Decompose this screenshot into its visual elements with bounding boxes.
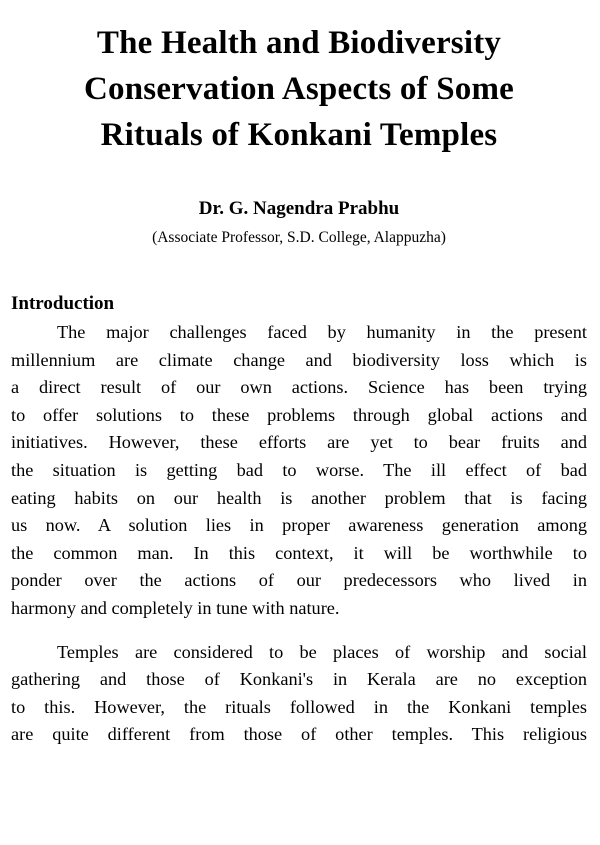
- paragraph-intro-1: [11, 319, 587, 623]
- text-line: gathering and those of Konkani's in Kerala are no exception: [11, 669, 587, 690]
- section-heading: Introduction: [11, 293, 115, 314]
- text-line: a direct result of our own actions. Science has been trying: [11, 377, 587, 398]
- title-line: Conservation Aspects of Some: [84, 71, 514, 107]
- paper-title: [11, 20, 587, 158]
- text-line: are quite different from those of other temples. This religious: [11, 724, 587, 745]
- text-line: to offer solutions to these problems through global actions and: [11, 404, 587, 425]
- text-line: The major challenges faced by humanity in the present: [57, 322, 587, 342]
- text-line: ponder over the actions of our predecessors who lived in: [11, 570, 587, 591]
- text-line: the common man. In this context, it will be worthwhile to: [11, 542, 587, 563]
- text-line: to this. However, the rituals followed in the Konkani temples: [11, 696, 587, 717]
- author-affiliation: (Associate Professor, S.D. College, Alappuzha): [152, 229, 446, 246]
- text-line: initiatives. However, these efforts are yet to bear fruits and: [11, 432, 587, 453]
- text-line: Temples are considered to be places of worship and social: [57, 641, 587, 662]
- title-line: The Health and Biodiversity: [96, 25, 502, 61]
- title-line: Rituals of Konkani Temples: [100, 117, 498, 153]
- paragraph-intro-2: [11, 639, 587, 749]
- text-line: harmony and completely in tune with nature.: [11, 597, 340, 618]
- text-line: us now. A solution lies in proper awareness generation among: [11, 515, 587, 536]
- text-line: millennium are climate change and biodiversity loss which is: [11, 349, 587, 370]
- text-line: the situation is getting bad to worse. The ill effect of bad: [11, 459, 587, 480]
- text-line: eating habits on our health is another problem that is facing: [11, 487, 587, 508]
- author-name: Dr. G. Nagendra Prabhu: [198, 198, 400, 219]
